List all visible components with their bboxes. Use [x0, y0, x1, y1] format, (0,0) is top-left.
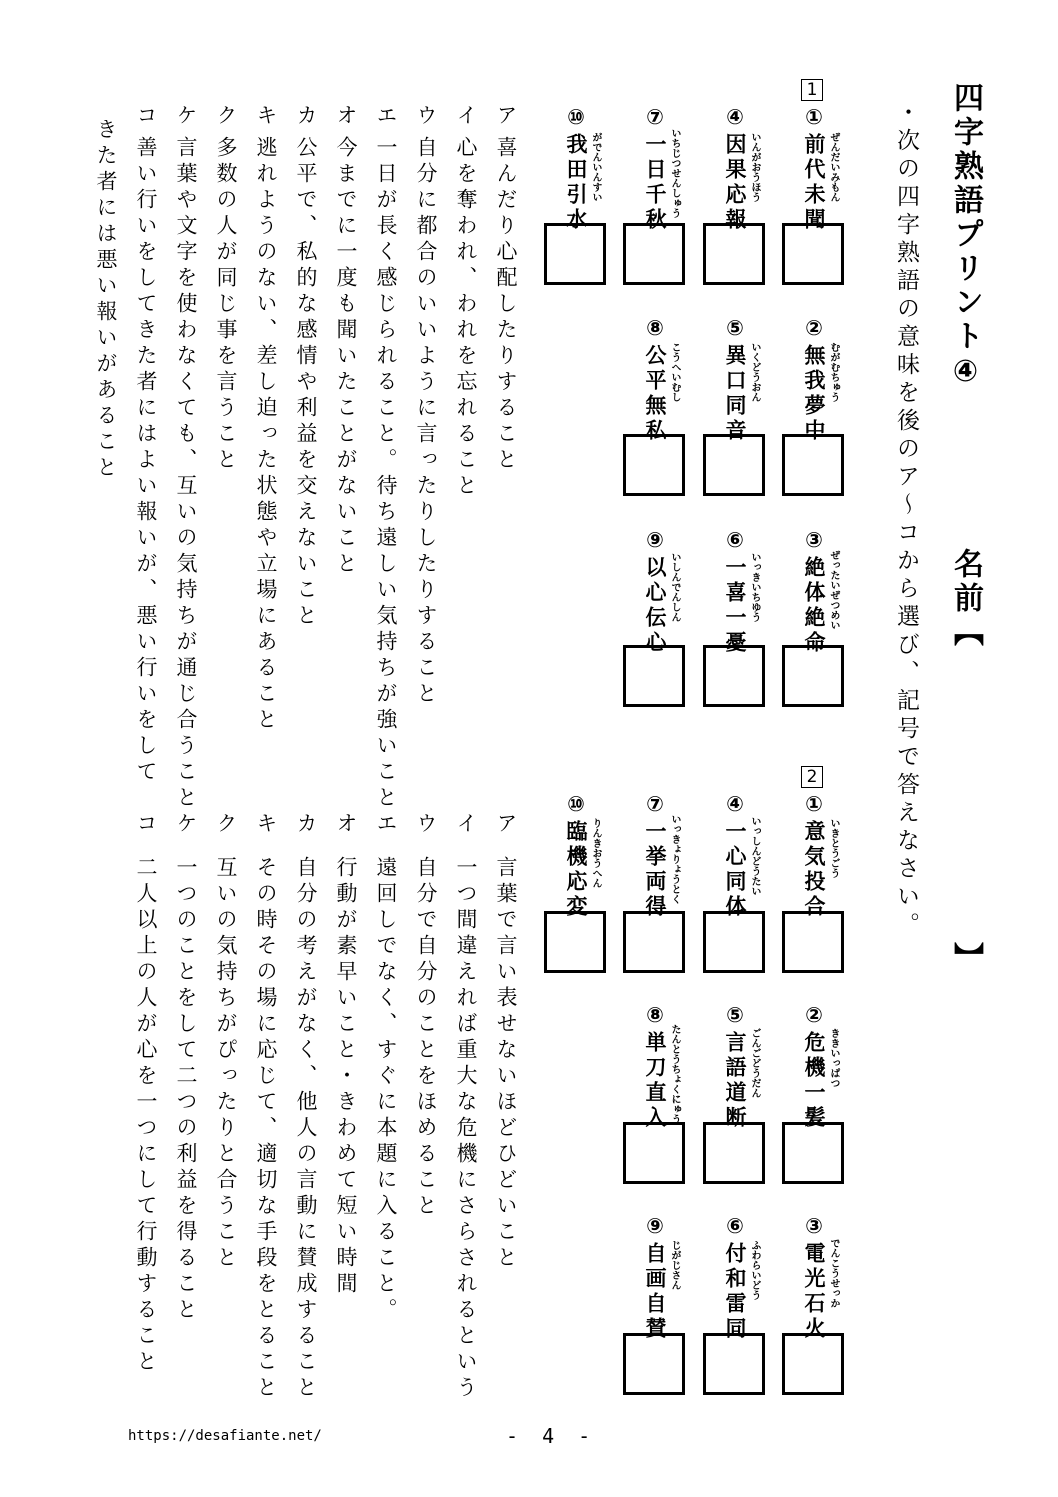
- s2-choice-i-label: イ: [454, 812, 478, 833]
- s1-answer-box-7[interactable]: [623, 223, 685, 285]
- s1-item-5-reading: いくどうおん: [749, 342, 760, 402]
- s1-choice-o-label: オ: [334, 104, 358, 125]
- s2-choice-ki-label: キ: [254, 812, 278, 833]
- page-title: 四字熟語プリント④: [948, 82, 983, 393]
- section-2-number: 2: [801, 766, 823, 788]
- page-number: - 4 -: [506, 1424, 597, 1448]
- name-bracket-open: 【: [948, 616, 983, 650]
- instruction-text: ・次の四字熟語の意味を後のア～コから選び、記号で答えなさい。: [893, 100, 919, 940]
- s2-item-7: ⑦一挙両得: [643, 792, 667, 920]
- s1-choice-i-label: イ: [454, 104, 478, 125]
- s1-choice-a-label: ア: [494, 104, 518, 125]
- s2-item-2-reading: ききいっぱつ: [828, 1028, 839, 1088]
- s1-item-5: ⑤異口同音: [723, 316, 747, 444]
- s2-item-10-reading: りんきおうへん: [590, 818, 601, 888]
- footer-url[interactable]: https://desafiante.net/: [128, 1428, 322, 1444]
- s2-choice-ku-label: ク: [214, 812, 238, 833]
- s2-choice-ka-label: カ: [294, 812, 318, 833]
- s1-answer-box-6[interactable]: [703, 645, 765, 707]
- s1-choice-ko-continuation: きた者には悪い報いがあること: [94, 118, 118, 482]
- s2-item-8: ⑧単刀直入: [643, 1003, 667, 1131]
- s1-item-7: ⑦一日千秋: [643, 105, 667, 233]
- s2-choice-ka-text: 自分の考えがなく、他人の言動に賛成すること: [294, 856, 318, 1402]
- s1-choice-ko-label: コ: [134, 104, 158, 125]
- s1-choice-ke-text: 言葉や文字を使わなくても、互いの気持ちが通じ合うこと: [174, 136, 198, 812]
- s1-item-7-reading: いちじつせんしゅう: [669, 128, 680, 218]
- s2-item-3: ③電光石火: [802, 1214, 826, 1342]
- s1-item-2-reading: むがむちゅう: [828, 342, 839, 402]
- s1-item-10: ⑩我田引水: [564, 105, 588, 233]
- s2-choice-e-label: エ: [374, 812, 398, 833]
- s1-choice-ku-label: ク: [214, 104, 238, 125]
- s1-choice-ko-text: 善い行いをしてきた者にはよい報いが、悪い行いをして: [134, 136, 158, 786]
- s1-item-8-reading: こうへいむし: [669, 342, 680, 402]
- s2-choice-e-text: 遠回しでなく、すぐに本題に入ること。: [374, 856, 398, 1324]
- s1-answer-box-10[interactable]: [544, 223, 606, 285]
- s2-answer-box-9[interactable]: [623, 1333, 685, 1395]
- s1-choice-ka-text: 公平で、私的な感情や利益を交えないこと: [294, 136, 318, 630]
- s1-choice-o-text: 今までに一度も聞いたことがないこと: [334, 136, 358, 578]
- s2-item-3-reading: でんこうせっか: [828, 1238, 839, 1308]
- s2-item-2: ②危機一髪: [802, 1003, 826, 1131]
- s2-choice-ku-text: 互いの気持ちがぴったりと合うこと: [214, 856, 238, 1272]
- s1-item-1-reading: ぜんだいみもん: [828, 132, 839, 202]
- s1-choice-ke-label: ケ: [174, 104, 198, 125]
- s1-choice-a-text: 喜んだり心配したりすること: [494, 136, 518, 474]
- s2-answer-box-7[interactable]: [623, 911, 685, 973]
- s2-choice-o-label: オ: [334, 812, 358, 833]
- s2-choice-a-text: 言葉で言い表せないほどひどいこと: [494, 856, 518, 1272]
- s2-choice-ki-text: その時その場に応じて、適切な手段をとること: [254, 856, 278, 1402]
- s1-choice-i-text: 心を奪われ、われを忘れること: [454, 136, 478, 500]
- s2-choice-ko-text: 二人以上の人が心を一つにして行動すること: [134, 856, 158, 1376]
- s2-item-8-reading: たんとうちょくにゅう: [669, 1024, 680, 1124]
- s1-item-6-reading: いっきいちゆう: [749, 552, 760, 622]
- s1-item-4: ④因果応報: [723, 105, 747, 233]
- s1-choice-ku-text: 多数の人が同じ事を言うこと: [214, 136, 238, 474]
- s1-item-3: ③絶体絶命: [802, 528, 826, 656]
- s2-choice-u-label: ウ: [414, 812, 438, 833]
- s2-choice-a-label: ア: [494, 812, 518, 833]
- name-label: 名前: [948, 548, 983, 616]
- s1-item-4-reading: いんがおうほう: [749, 132, 760, 202]
- s2-choice-o-text: 行動が素早いこと・きわめて短い時間: [334, 856, 358, 1298]
- s2-item-1-reading: いきとうごう: [828, 818, 839, 878]
- s1-item-10-reading: がでんいんすい: [590, 132, 601, 202]
- s2-item-4-reading: いっしんどうたい: [749, 816, 760, 896]
- s1-answer-box-8[interactable]: [623, 434, 685, 496]
- s1-item-2: ②無我夢中: [802, 316, 826, 444]
- s2-answer-box-3[interactable]: [782, 1333, 844, 1395]
- s1-answer-box-1[interactable]: [782, 223, 844, 285]
- s2-answer-box-4[interactable]: [703, 911, 765, 973]
- s1-answer-box-5[interactable]: [703, 434, 765, 496]
- s2-item-9-reading: じがじさん: [669, 1240, 680, 1290]
- s2-choice-i-text: 一つ間違えれば重大な危機にさらされるという: [454, 856, 478, 1402]
- s1-choice-ki-text: 逃れようのない、差し迫った状態や立場にあること: [254, 136, 278, 734]
- s2-answer-box-2[interactable]: [782, 1122, 844, 1184]
- s2-item-5: ⑤言語道断: [723, 1003, 747, 1131]
- s1-choice-u-text: 自分に都合のいいように言ったりしたりすること: [414, 136, 438, 708]
- s2-item-9: ⑨自画自賛: [643, 1214, 667, 1342]
- s1-choice-e-label: エ: [374, 104, 398, 125]
- s2-item-10: ⑩臨機応変: [564, 792, 588, 920]
- s2-answer-box-8[interactable]: [623, 1122, 685, 1184]
- s1-answer-box-2[interactable]: [782, 434, 844, 496]
- s1-item-8: ⑧公平無私: [643, 316, 667, 444]
- s1-answer-box-4[interactable]: [703, 223, 765, 285]
- s2-choice-ke-text: 一つのことをして二つの利益を得ること: [174, 856, 198, 1324]
- s2-item-6-reading: ふわらいどう: [749, 1240, 760, 1300]
- s2-choice-u-text: 自分で自分のことをほめること: [414, 856, 438, 1220]
- s2-answer-box-6[interactable]: [703, 1333, 765, 1395]
- s2-choice-ko-label: コ: [134, 812, 158, 833]
- s1-choice-ka-label: カ: [294, 104, 318, 125]
- s1-choice-ki-label: キ: [254, 104, 278, 125]
- s1-item-3-reading: ぜったいぜつめい: [828, 550, 839, 630]
- s1-answer-box-9[interactable]: [623, 645, 685, 707]
- s1-item-9-reading: いしんでんしん: [669, 552, 680, 622]
- s2-item-4: ④一心同体: [723, 792, 747, 920]
- s1-item-1: ①前代未聞: [802, 105, 826, 233]
- name-bracket-close: 】: [948, 942, 983, 976]
- s2-item-5-reading: ごんごどうだん: [749, 1028, 760, 1098]
- s2-answer-box-1[interactable]: [782, 911, 844, 973]
- section-1-number: 1: [801, 79, 823, 101]
- s1-answer-box-3[interactable]: [782, 645, 844, 707]
- s1-choice-u-label: ウ: [414, 104, 438, 125]
- s2-item-7-reading: いっきょりょうとく: [669, 814, 680, 904]
- s2-item-6: ⑥付和雷同: [723, 1214, 747, 1342]
- s2-answer-box-5[interactable]: [703, 1122, 765, 1184]
- s1-choice-e-text: 一日が長く感じられること。待ち遠しい気持ちが強いこと: [374, 136, 398, 812]
- s2-choice-ke-label: ケ: [174, 812, 198, 833]
- s2-answer-box-10[interactable]: [544, 911, 606, 973]
- s1-item-6: ⑥一喜一憂: [723, 528, 747, 656]
- s2-item-1: ①意気投合: [802, 792, 826, 920]
- s1-item-9: ⑨以心伝心: [643, 528, 667, 656]
